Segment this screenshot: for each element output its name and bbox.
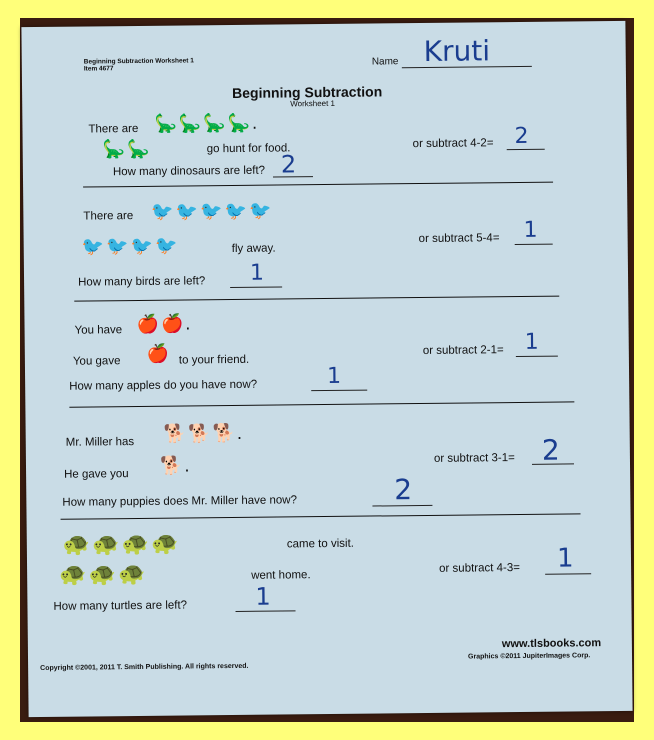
divider [69,401,574,407]
problem3-answer: 1 [326,363,342,389]
problem1-question: How many dinosaurs are left? [112,164,266,179]
problem2-line1: There are [83,210,134,223]
apple-pictures-1: 🍎🍎. [136,313,193,334]
website-url: www.tlsbooks.com [501,637,602,651]
problem2-eq-line [515,244,553,245]
problem3-line1: You have [74,324,123,337]
problem5-equation: or subtract 4-3= [439,561,521,575]
dinosaur-pictures-1: 🦕🦕🦕🦕. [154,112,260,134]
problem2-eq-answer: 1 [523,217,538,243]
problem1-line2: go hunt for food. [206,142,291,156]
problem2-equation: or subtract 5-4= [418,232,500,246]
copyright-text: Copyright ©2001, 2011 T. Smith Publishing. All rights reserved. [40,662,249,673]
worksheet-paper [21,21,632,717]
student-name: Kruti [423,34,491,68]
problem4-line1: Mr. Miller has [65,436,135,449]
problem3-line2: to your friend. [178,353,250,367]
problem5-line2: went home. [251,569,311,582]
page-title: Beginning Subtraction [232,83,383,101]
problem1-line1: There are [88,122,139,136]
turtle-pictures-1: 🐢🐢🐢🐢 [62,530,181,557]
worksheet-name: Beginning Subtraction Worksheet 1 [83,57,194,66]
problem3-line2-pre: You gave [72,355,121,368]
problem3-equation: or subtract 2-1= [422,344,504,357]
name-label: Name [371,56,399,68]
problem3-eq-line [516,356,558,357]
problem1-answer: 2 [280,150,297,179]
item-number: Item 4677 [83,65,114,73]
problem3-eq-answer: 1 [524,329,539,355]
divider [61,513,581,519]
problem1-equation: or subtract 4-2= [412,137,494,151]
bird-pictures-1: 🐦🐦🐦🐦🐦 [151,200,274,222]
worksheet-id [84,57,194,72]
graphics-credit: Graphics ©2011 JupiterImages Corp. [467,652,591,661]
problem3-answer-line [311,390,367,392]
problem5-eq-answer: 1 [556,543,574,574]
problem2-question: How many birds are left? [78,275,206,289]
problem4-eq-answer: 2 [541,433,560,467]
problem4-line2-pre: He gave you [64,468,129,481]
problem4-question: How many puppies does Mr. Miller have now? [62,494,298,509]
problem2-answer: 1 [249,260,265,286]
bird-pictures-2: 🐦🐦🐦🐦 [81,235,180,257]
dinosaur-pictures-2: 🦕🦕 [102,138,152,160]
problem5-question: How many turtles are left? [53,599,188,613]
problem5-line1: came to visit. [286,537,355,551]
divider [74,296,559,302]
puppy-pictures-1: 🐕🐕🐕. [163,422,245,444]
puppy-pictures-2: 🐕. [159,455,192,476]
problem4-equation: or subtract 3-1= [433,452,515,465]
problem2-answer-line [230,286,282,288]
problem4-answer: 2 [394,473,413,507]
apple-pictures-2: 🍎 [146,343,172,364]
divider [83,182,553,188]
problem3-question: How many apples do you have now? [69,378,258,393]
problem2-line2: fly away. [231,242,276,255]
problem5-answer: 1 [255,582,271,611]
turtle-pictures-2: 🐢🐢🐢 [59,560,148,587]
page-subtitle: Worksheet 1 [290,98,336,109]
problem1-eq-answer: 2 [514,123,529,150]
